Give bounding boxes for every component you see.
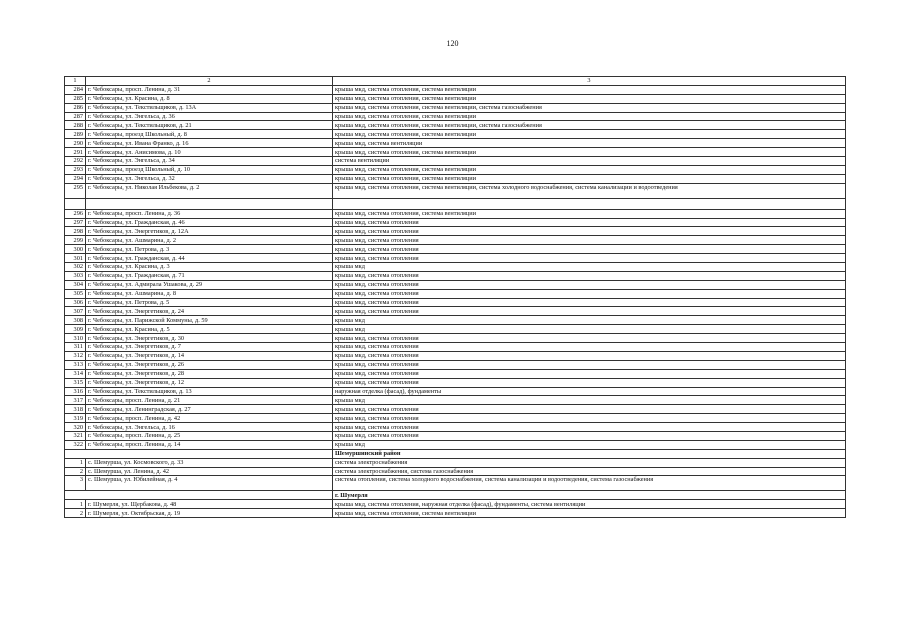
row-works: система отопления, система холодного водоснабжения, система канализации и водоотведения, система газоснабжения [333,476,846,491]
row-works: крыша мкд, система отопления [333,343,846,352]
row-number: 299 [65,236,86,245]
row-number: 312 [65,351,86,360]
table-row [65,414,846,423]
column-header-works: 3 [333,77,846,86]
row-works: крыша мкд, система отопления, система вентиляции, система газоснабжения [333,103,846,112]
row-works: крыша мкд, система отопления [333,227,846,236]
row-address: г. Чебоксары, ул. Ашмарина, д. 2 [86,236,333,245]
row-number: 286 [65,103,86,112]
row-number: 292 [65,157,86,166]
row-address: г. Чебоксары, ул. Парижской Коммуны, д. 59 [86,316,333,325]
row-works: крыша мкд, система отопления [333,360,846,369]
row-number: 304 [65,280,86,289]
table-row [65,254,846,263]
row-works: крыша мкд, система отопления, система вентиляции [333,174,846,183]
row-works: крыша мкд, система отопления [333,351,846,360]
row-number: 3 [65,476,86,491]
table-row [65,351,846,360]
row-address: г. Чебоксары, ул. Ивана Франко, д. 16 [86,139,333,148]
row-address: г. Чебоксары, просп. Ленина, д. 25 [86,431,333,440]
table-row [65,387,846,396]
row-address: г. Чебоксары, просп. Ленина, д. 14 [86,440,333,449]
row-number: 2 [65,509,86,518]
row-address: г. Чебоксары, проезд Школьный, д. 8 [86,130,333,139]
row-number: 317 [65,396,86,405]
row-address: с. Шемурша, ул. Юбилейная, д. 4 [86,476,333,491]
row-address: г. Чебоксары, ул. Красина, д. 8 [86,94,333,103]
table-row [65,271,846,280]
row-number: 287 [65,112,86,121]
row-number: 298 [65,227,86,236]
row-number: 294 [65,174,86,183]
row-number: 293 [65,165,86,174]
row-address: г. Чебоксары, ул. Энгельса, д. 16 [86,423,333,432]
row-works: крыша мкд, система отопления [333,307,846,316]
row-address: г. Чебоксары, ул. Петрова, д. 5 [86,298,333,307]
row-address: г. Чебоксары, ул. Текстильщиков, д. 13 [86,387,333,396]
table-header-row [65,77,846,86]
row-number: 314 [65,369,86,378]
row-address: г. Чебоксары, просп. Ленина, д. 36 [86,209,333,218]
section-header-row [65,449,846,458]
row-number: 318 [65,405,86,414]
row-number: 319 [65,414,86,423]
row-works: крыша мкд, система отопления [333,369,846,378]
row-number: 305 [65,289,86,298]
table-row [65,343,846,352]
table-row [65,209,846,218]
row-number: 308 [65,316,86,325]
row-number: 1 [65,458,86,467]
row-works: крыша мкд, система отопления [333,271,846,280]
table-row [65,369,846,378]
row-number: 1 [65,500,86,509]
row-address: г. Чебоксары, просп. Ленина, д. 42 [86,414,333,423]
row-works: крыша мкд [333,316,846,325]
table-row [65,316,846,325]
row-address: г. Чебоксары, ул. Энгельса, д. 34 [86,157,333,166]
row-number: 288 [65,121,86,130]
table-row [65,121,846,130]
row-address: г. Чебоксары, просп. Ленина, д. 21 [86,396,333,405]
row-address: г. Чебоксары, ул. Анисимова, д. 10 [86,148,333,157]
table-row [65,378,846,387]
table-row [65,263,846,272]
table-row [65,139,846,148]
row-address: г. Чебоксары, ул. Энергетиков, д. 12 [86,378,333,387]
row-works: крыша мкд, система отопления [333,254,846,263]
row-number: 322 [65,440,86,449]
row-number: 297 [65,218,86,227]
row-address: г. Чебоксары, проезд Школьный, д. 10 [86,165,333,174]
column-header-number: 1 [65,77,86,86]
table-row [65,500,846,509]
row-number: 284 [65,85,86,94]
row-works: крыша мкд, система отопления, система вентиляции [333,94,846,103]
row-number: 313 [65,360,86,369]
row-address: г. Чебоксары, ул. Текстильщиков, д. 13А [86,103,333,112]
table-row [65,280,846,289]
table-row [65,476,846,491]
row-address: г. Чебоксары, ул. Энергетиков, д. 30 [86,334,333,343]
table-row [65,157,846,166]
row-number: 306 [65,298,86,307]
row-works [333,198,846,209]
table-row [65,227,846,236]
row-works: крыша мкд, система отопления [333,289,846,298]
row-address: г. Чебоксары, ул. Адмирала Ушакова, д. 29 [86,280,333,289]
row-works: крыша мкд, система отопления, система вентиляции [333,130,846,139]
row-works: крыша мкд, система отопления [333,431,846,440]
table-row [65,148,846,157]
row-address: г. Чебоксары, ул. Гражданская, д. 44 [86,254,333,263]
row-number: 307 [65,307,86,316]
row-works: система электроснабжения [333,458,846,467]
row-address: г. Чебоксары, ул. Энергетиков, д. 14 [86,351,333,360]
row-address: г. Чебоксары, ул. Николая Ильбекова, д. 2 [86,183,333,198]
table-row [65,360,846,369]
table-row [65,509,846,518]
row-works: крыша мкд, система отопления, система вентиляции, система газоснабжения [333,121,846,130]
row-address: г. Чебоксары, ул. Ашмарина, д. 8 [86,289,333,298]
table-row [65,423,846,432]
row-works: крыша мкд, система отопления, система вентиляции, система холодного водоснабжения, система канализации и водоотведения [333,183,846,198]
table-row [65,396,846,405]
row-number: 296 [65,209,86,218]
row-address [86,198,333,209]
table-body [65,85,846,517]
row-works: крыша мкд, система отопления, система вентиляции [333,112,846,121]
table-row [65,85,846,94]
row-address: г. Чебоксары, ул. Энгельса, д. 36 [86,112,333,121]
row-works: крыша мкд, система отопления, наружная отделка (фасад), фундаменты, система вентиляции [333,500,846,509]
row-works: крыша мкд, система отопления [333,334,846,343]
row-number: 289 [65,130,86,139]
table-row [65,236,846,245]
row-number: 285 [65,94,86,103]
row-works: система электроснабжения, система газоснабжения [333,467,846,476]
table-row [65,130,846,139]
row-address: г. Чебоксары, ул. Красина, д. 5 [86,325,333,334]
row-address: г. Чебоксары, ул. Энергетиков, д. 12А [86,227,333,236]
row-works: крыша мкд, система отопления [333,423,846,432]
table-row [65,218,846,227]
row-address: г. Чебоксары, ул. Гражданская, д. 46 [86,218,333,227]
table-row [65,183,846,198]
table-row [65,334,846,343]
row-number: 300 [65,245,86,254]
table-row [65,325,846,334]
row-number: 291 [65,148,86,157]
row-works: крыша мкд, система отопления, система вентиляции [333,209,846,218]
table-row [65,458,846,467]
row-works: крыша мкд, система отопления, система вентиляции [333,148,846,157]
table-row [65,112,846,121]
row-number: 303 [65,271,86,280]
table-row [65,103,846,112]
row-address: г. Чебоксары, ул. Энгельса, д. 32 [86,174,333,183]
row-works: крыша мкд, система отопления [333,414,846,423]
row-address: г. Чебоксары, ул. Гражданская, д. 71 [86,271,333,280]
row-address: г. Шумерля, ул. Щербакова, д. 48 [86,500,333,509]
row-works: крыша мкд, система отопления [333,378,846,387]
table-row [65,307,846,316]
table-row [65,440,846,449]
row-address: г. Чебоксары, ул. Ленинградская, д. 27 [86,405,333,414]
row-number [65,198,86,209]
row-number: 301 [65,254,86,263]
section-title: г. Шумерля [333,491,846,500]
section-title: Шемуршинский район [333,449,846,458]
row-works: крыша мкд, система отопления [333,405,846,414]
row-number: 290 [65,139,86,148]
row-works: крыша мкд, система отопления [333,218,846,227]
column-header-address: 2 [86,77,333,86]
table-row [65,405,846,414]
table-row [65,174,846,183]
repair-register-table [64,76,846,518]
row-number: 320 [65,423,86,432]
row-address: г. Чебоксары, ул. Красина, д. 3 [86,263,333,272]
section-spacer-cell [65,449,333,458]
row-address: г. Чебоксары, ул. Энергетиков, д. 24 [86,307,333,316]
table-row [65,467,846,476]
row-works: наружная отделка (фасад), фундаменты [333,387,846,396]
row-number: 310 [65,334,86,343]
row-works: крыша мкд, система отопления, система вентиляции [333,165,846,174]
row-works: крыша мкд, система отопления, система вентиляции [333,509,846,518]
row-works: крыша мкд, система отопления [333,245,846,254]
row-works: крыша мкд [333,325,846,334]
row-address: г. Чебоксары, ул. Текстильщиков, д. 21 [86,121,333,130]
row-number: 309 [65,325,86,334]
row-number: 315 [65,378,86,387]
blank-row [65,198,846,209]
table-row [65,298,846,307]
table-row [65,245,846,254]
table-row [65,431,846,440]
row-works: крыша мкд [333,440,846,449]
table-row [65,165,846,174]
row-number: 316 [65,387,86,396]
section-spacer-cell [65,491,333,500]
row-address: г. Чебоксары, просп. Ленина, д. 31 [86,85,333,94]
row-address: г. Чебоксары, ул. Энергетиков, д. 28 [86,369,333,378]
row-address: с. Шемурша, ул. Ленина, д. 42 [86,467,333,476]
row-works: крыша мкд, система отопления [333,236,846,245]
row-number: 311 [65,343,86,352]
row-works: система вентиляции [333,157,846,166]
row-address: г. Чебоксары, ул. Петрова, д. 3 [86,245,333,254]
row-address: с. Шемурша, ул. Космовского, д. 33 [86,458,333,467]
row-address: г. Чебоксары, ул. Энергетиков, д. 7 [86,343,333,352]
page-number: 120 [446,39,459,48]
section-header-row [65,491,846,500]
row-number: 295 [65,183,86,198]
row-works: крыша мкд, система отопления [333,298,846,307]
row-works: крыша мкд, система отопления, система вентиляции [333,85,846,94]
row-number: 302 [65,263,86,272]
row-number: 2 [65,467,86,476]
row-number: 321 [65,431,86,440]
table-row [65,94,846,103]
row-address: г. Шумерля, ул. Октябрьская, д. 19 [86,509,333,518]
table-row [65,289,846,298]
row-address: г. Чебоксары, ул. Энергетиков, д. 26 [86,360,333,369]
row-works: крыша мкд, система вентиляции [333,139,846,148]
row-works: крыша мкд, система отопления [333,280,846,289]
row-works: крыша мкд [333,263,846,272]
row-works: крыша мкд [333,396,846,405]
